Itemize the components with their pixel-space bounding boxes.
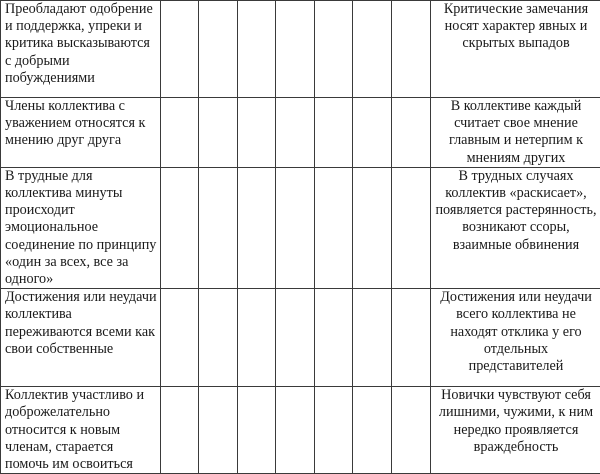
negative-statement-text: Новички чувствуют себя лишними, чужими, к ним нередко проявляется враждебность	[435, 387, 597, 456]
score-cell[interactable]	[238, 289, 276, 387]
score-cell[interactable]	[238, 98, 276, 168]
positive-statement	[1, 167, 161, 288]
score-cell[interactable]	[238, 1, 276, 98]
score-cell[interactable]	[199, 98, 238, 168]
score-cell[interactable]	[199, 387, 238, 474]
score-cell[interactable]	[161, 1, 199, 98]
score-cell[interactable]	[315, 387, 353, 474]
table-row	[1, 98, 600, 168]
score-cell[interactable]	[161, 289, 199, 387]
score-cell[interactable]	[161, 98, 199, 168]
table-row	[1, 289, 600, 387]
negative-statement	[431, 1, 600, 98]
positive-statement	[1, 1, 161, 98]
score-cell[interactable]	[353, 387, 392, 474]
positive-statement-text: Члены коллектива с уважением относятся к мнению друг друга	[5, 98, 157, 150]
score-cell[interactable]	[315, 289, 353, 387]
score-cell[interactable]	[238, 387, 276, 474]
negative-statement-text: В трудных случаях коллектив «раскисает», появляется растерянность, возникают ссоры, взаимные обвинения	[435, 168, 597, 254]
score-cell[interactable]	[392, 1, 431, 98]
score-cell[interactable]	[392, 387, 431, 474]
negative-statement-text: Критические замечания носят характер явных и скрытых выпадов	[435, 1, 597, 53]
score-cell[interactable]	[276, 387, 315, 474]
positive-statement-text: Коллектив участливо и доброжелательно относится к новым членам, старается помочь им освоиться	[5, 387, 157, 473]
negative-statement	[431, 98, 600, 168]
score-cell[interactable]	[392, 98, 431, 168]
negative-statement	[431, 289, 600, 387]
positive-statement-text: Достижения или неудачи коллектива переживаются всеми как свои собственные	[5, 289, 157, 358]
table-row	[1, 387, 600, 474]
score-cell[interactable]	[238, 167, 276, 288]
table-row	[1, 167, 600, 288]
score-cell[interactable]	[199, 1, 238, 98]
score-cell[interactable]	[276, 289, 315, 387]
score-cell[interactable]	[199, 289, 238, 387]
score-cell[interactable]	[353, 1, 392, 98]
table-row	[1, 1, 600, 98]
score-cell[interactable]	[353, 289, 392, 387]
positive-statement	[1, 98, 161, 168]
negative-statement	[431, 387, 600, 474]
negative-statement-text: Достижения или неудачи всего коллектива не находят отклика у его отдельных представителей	[435, 289, 597, 375]
score-cell[interactable]	[161, 387, 199, 474]
score-cell[interactable]	[392, 289, 431, 387]
score-cell[interactable]	[353, 167, 392, 288]
score-cell[interactable]	[315, 98, 353, 168]
score-cell[interactable]	[315, 167, 353, 288]
score-cell[interactable]	[276, 1, 315, 98]
score-cell[interactable]	[276, 98, 315, 168]
positive-statement	[1, 387, 161, 474]
score-cell[interactable]	[315, 1, 353, 98]
positive-statement-text: Преобладают одобрение и поддержка, упреки и критика высказываются с добрыми побуждениями	[5, 1, 157, 87]
positive-statement-text: В трудные для коллектива минуты происходит эмоциональное соединение по принципу «один за всех, все за одного»	[5, 168, 157, 288]
positive-statement	[1, 289, 161, 387]
score-cell[interactable]	[353, 98, 392, 168]
score-cell[interactable]	[199, 167, 238, 288]
negative-statement	[431, 167, 600, 288]
score-cell[interactable]	[161, 167, 199, 288]
negative-statement-text: В коллективе каждый считает свое мнение главным и нетерпим к мнениям других	[435, 98, 597, 167]
score-cell[interactable]	[276, 167, 315, 288]
score-cell[interactable]	[392, 167, 431, 288]
